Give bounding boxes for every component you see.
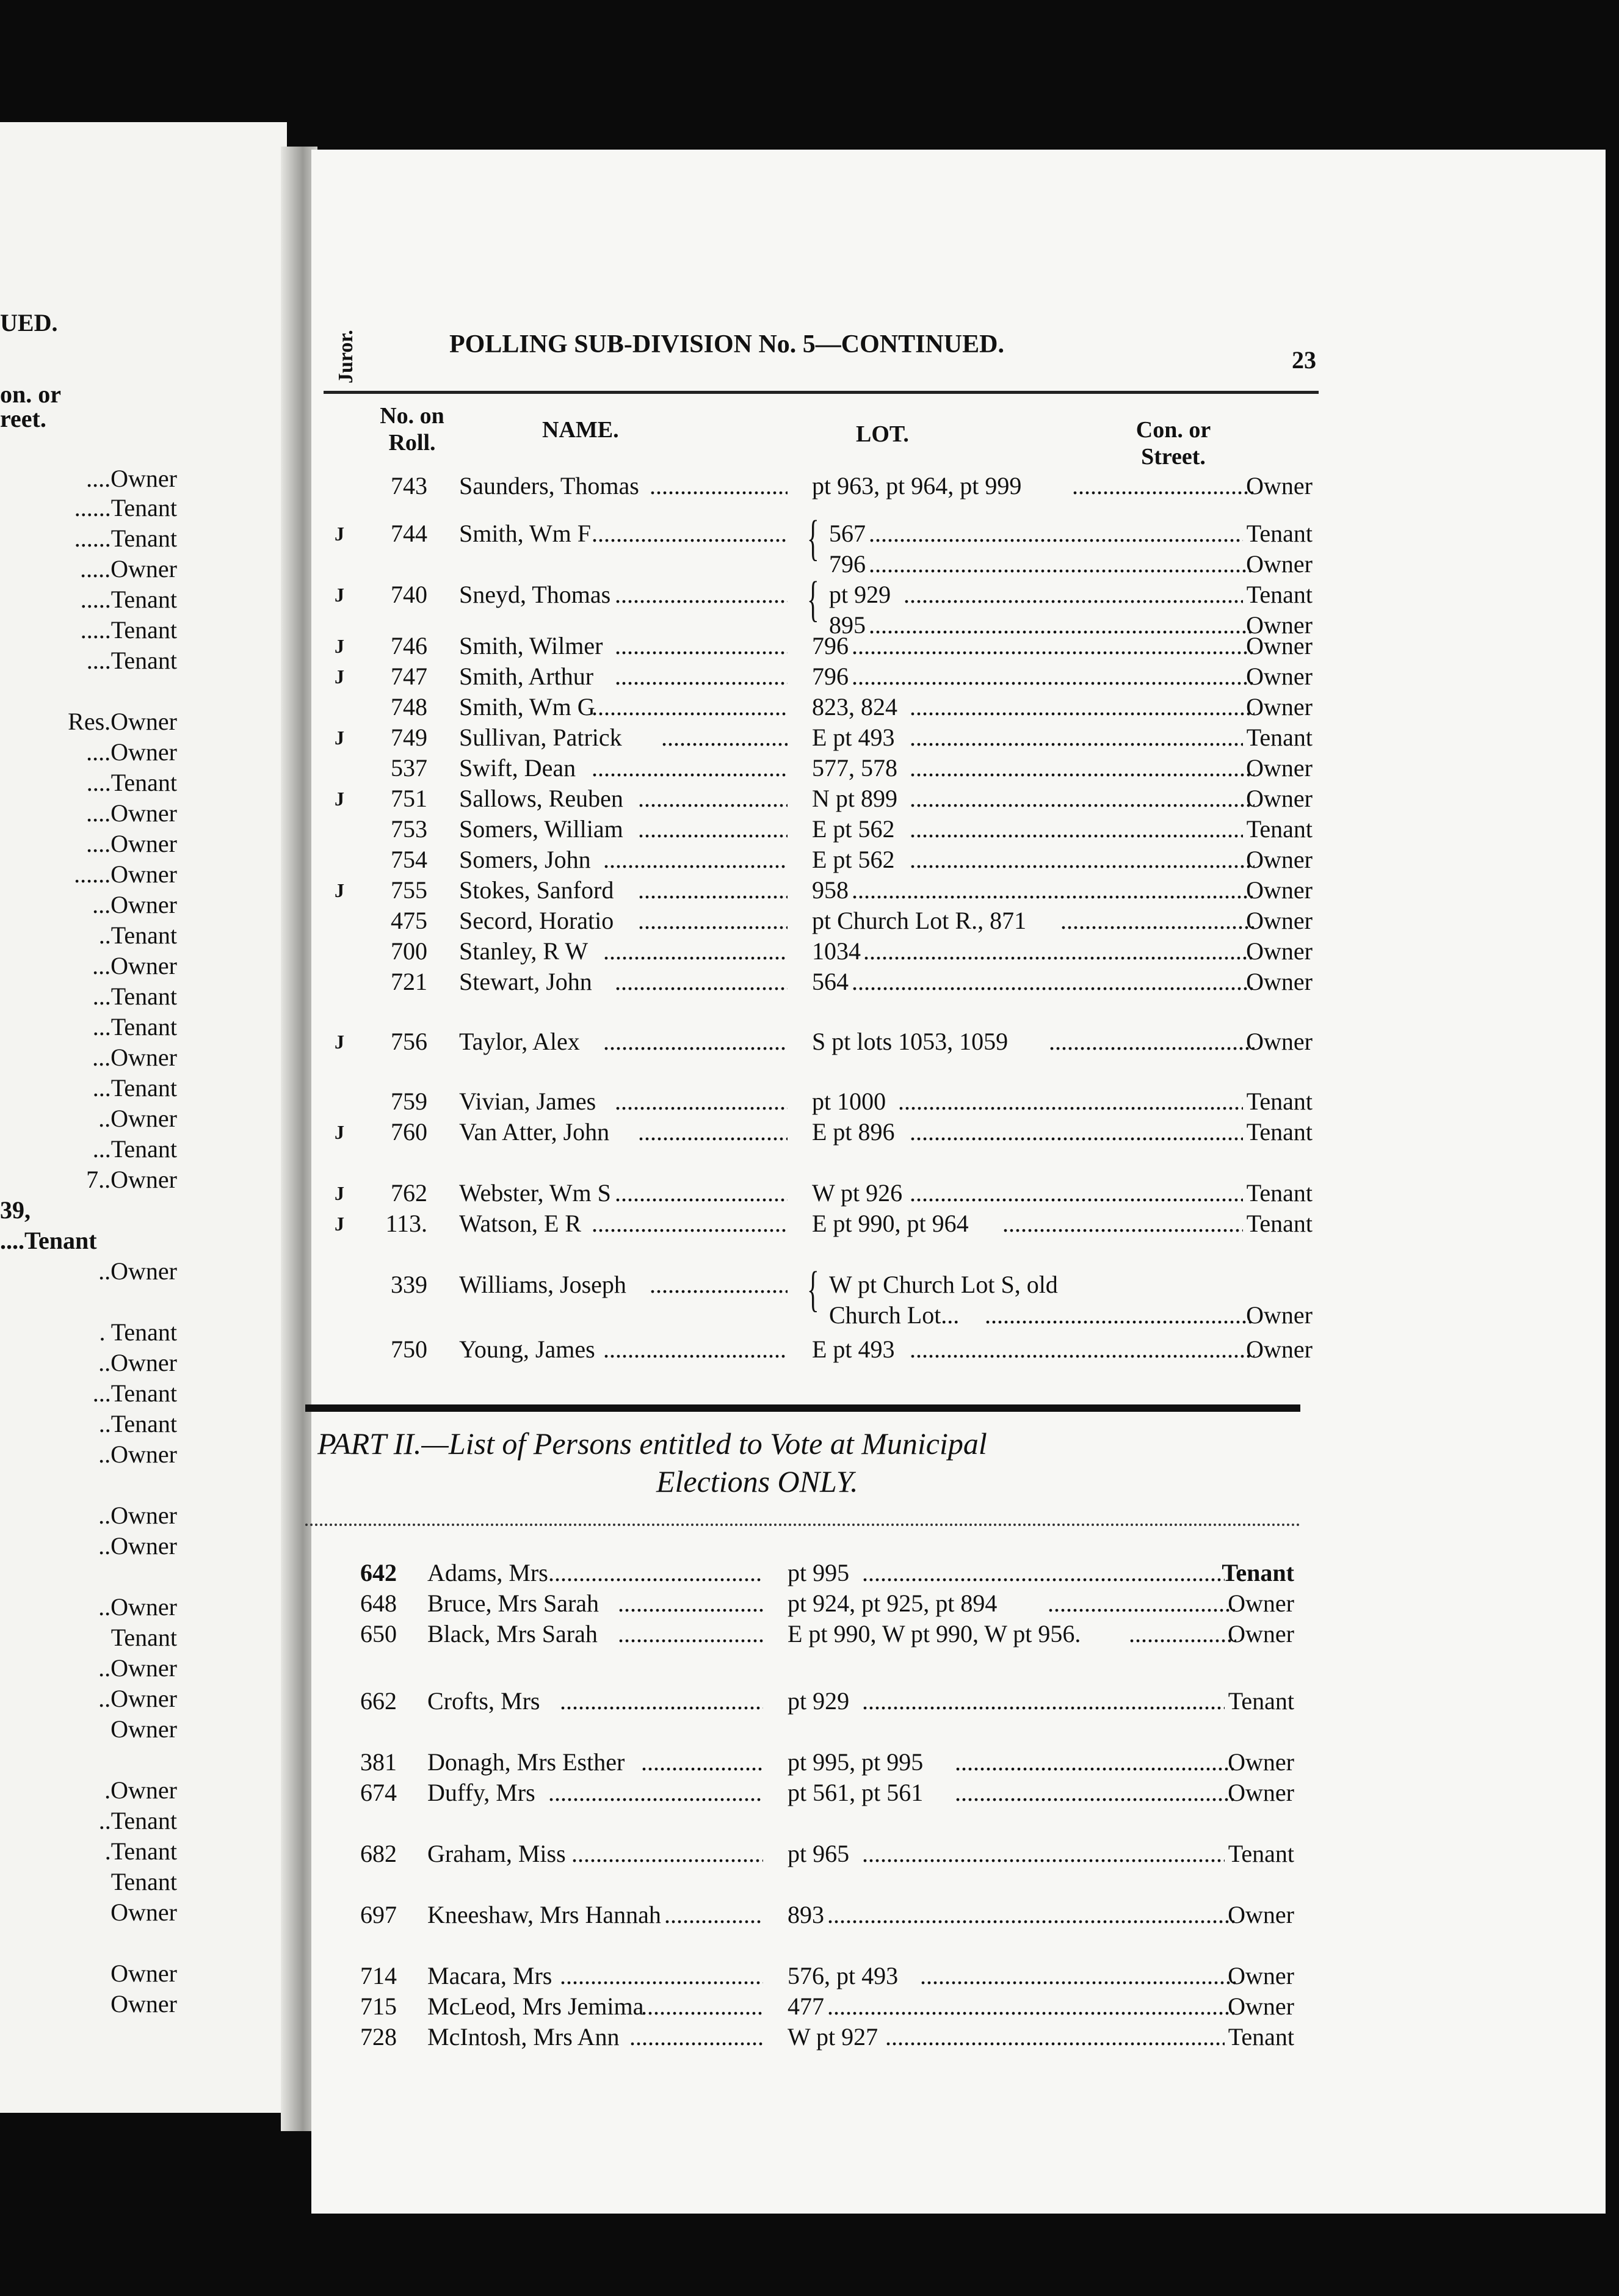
brace-symbol: { <box>807 571 819 627</box>
part2-title-line2: Elections ONLY. <box>656 1464 858 1499</box>
tenure-status: Owner <box>1246 632 1313 659</box>
juror-mark: J <box>335 666 344 688</box>
column-header-name: NAME. <box>542 417 619 443</box>
dot-leader <box>638 1117 788 1146</box>
juror-mark: J <box>335 1182 344 1204</box>
left-page-entry: ....Tenant <box>86 647 177 674</box>
left-page-entry: ..Owner <box>98 1440 177 1468</box>
brace-symbol: { <box>807 1261 819 1317</box>
dot-leader <box>615 662 788 691</box>
dot-leader <box>1049 1027 1255 1056</box>
roll-number: 697 <box>360 1901 397 1928</box>
left-page-entry: ..Tenant <box>98 1807 177 1834</box>
lot-description: 576, pt 493 <box>788 1962 899 1989</box>
dot-leader <box>1048 1589 1236 1618</box>
juror-mark: J <box>335 584 344 606</box>
roll-number: 381 <box>360 1748 397 1776</box>
lot-description: 958 <box>812 876 849 904</box>
dot-leader <box>650 471 788 500</box>
left-page-entry: ...Tenant <box>92 1074 177 1102</box>
lot-description: pt 965 <box>788 1840 850 1867</box>
roll-number: 756 <box>391 1028 427 1055</box>
left-page-entry: . Tenant <box>99 1318 177 1346</box>
lot-description: 796 <box>812 632 849 659</box>
tenure-status: Owner <box>1228 1901 1294 1928</box>
roll-number: 714 <box>360 1962 397 1989</box>
juror-mark: J <box>335 1031 344 1053</box>
dot-leader <box>571 1839 763 1868</box>
left-header-fragment: UED. <box>0 309 58 336</box>
left-page-entry: ....Tenant <box>86 769 177 796</box>
lot-description: 567 <box>829 520 866 547</box>
dot-leader <box>641 1748 763 1776</box>
left-page-entry: ......Tenant <box>74 525 177 552</box>
voter-name: Saunders, Thomas <box>459 472 639 500</box>
dot-leader <box>618 1619 763 1648</box>
dot-leader <box>955 1778 1236 1807</box>
voter-name: Bruce, Mrs Sarah <box>427 1589 599 1617</box>
dot-leader <box>560 1961 763 1990</box>
left-page-entry: ....Owner <box>86 799 177 827</box>
dot-leader <box>910 1117 1243 1146</box>
tenure-status: Owner <box>1246 611 1313 639</box>
dot-leader <box>615 631 788 660</box>
tenure-status: Owner <box>1246 1028 1313 1055</box>
dot-leader <box>615 1179 788 1207</box>
dot-leader <box>955 1748 1236 1776</box>
left-col-header: reet. <box>0 405 46 432</box>
lot-description: pt 561, pt 561 <box>788 1779 924 1806</box>
tenure-status: Owner <box>1228 1993 1294 2020</box>
left-page-entry: Owner <box>110 1960 177 1987</box>
tenure-status: Owner <box>1246 846 1313 873</box>
dot-leader <box>885 2022 1225 2051</box>
left-col-header: on. or <box>0 380 61 408</box>
voter-name: Crofts, Mrs <box>427 1687 540 1715</box>
tenure-status: Tenant <box>1222 1559 1294 1586</box>
roll-number: 746 <box>391 632 427 659</box>
lot-description: E pt 493 <box>812 724 895 751</box>
tenure-status: Owner <box>1246 907 1313 934</box>
roll-number: 740 <box>391 581 427 608</box>
dot-leader <box>592 754 788 782</box>
tenure-status: Owner <box>1246 472 1313 500</box>
dot-leader <box>869 550 1255 578</box>
tenure-status: Owner <box>1246 876 1313 904</box>
tenure-status: Owner <box>1246 754 1313 782</box>
left-page-entry: ..Owner <box>98 1654 177 1682</box>
left-page-entry: ..Tenant <box>98 1410 177 1437</box>
roll-number: 744 <box>391 520 427 547</box>
column-header-lot: LOT. <box>856 421 909 447</box>
dot-leader <box>827 1992 1236 2021</box>
roll-number: 475 <box>391 907 427 934</box>
dot-leader <box>615 580 788 609</box>
lot-description: pt 995, pt 995 <box>788 1748 924 1776</box>
lot-description: pt 929 <box>788 1687 850 1715</box>
page-number: 23 <box>1292 346 1316 374</box>
header-rule <box>324 391 1319 394</box>
dot-leader <box>1002 1209 1243 1238</box>
left-page-entry: ....Owner <box>86 465 177 492</box>
voter-name: Stewart, John <box>459 968 592 995</box>
lot-description: 477 <box>788 1993 824 2020</box>
left-page-entry: ....Owner <box>86 830 177 857</box>
tenure-status: Owner <box>1246 1301 1313 1329</box>
lot-description: E pt 990, W pt 990, W pt 956. <box>788 1620 1081 1648</box>
dot-leader <box>827 1900 1236 1929</box>
voter-name: Macara, Mrs <box>427 1962 552 1989</box>
voter-name: Stokes, Sanford <box>459 876 614 904</box>
tenure-status: Owner <box>1246 937 1313 965</box>
roll-number: 537 <box>391 754 427 782</box>
left-page-entry: ...Tenant <box>92 983 177 1010</box>
voter-name: Donagh, Mrs Esther <box>427 1748 625 1776</box>
tenure-status: Owner <box>1246 1335 1313 1363</box>
tenure-status: Owner <box>1246 693 1313 721</box>
roll-number: 754 <box>391 846 427 873</box>
juror-mark: J <box>335 1213 344 1235</box>
dot-leader <box>852 662 1255 691</box>
roll-number: 750 <box>391 1335 427 1363</box>
dot-leader <box>985 1301 1255 1329</box>
lot-description: S pt lots 1053, 1059 <box>812 1028 1009 1055</box>
voter-name: Black, Mrs Sarah <box>427 1620 598 1648</box>
voter-name: Swift, Dean <box>459 754 576 782</box>
left-page-entry: .....Tenant <box>80 586 177 613</box>
lot-description: 577, 578 <box>812 754 897 782</box>
left-page-entry: Owner <box>110 1990 177 2018</box>
left-page-entry: ......Owner <box>74 860 177 888</box>
left-page-entry: .Owner <box>104 1776 177 1804</box>
dot-leader <box>638 876 788 904</box>
dot-leader <box>862 1839 1225 1868</box>
left-page-entry: .....Owner <box>80 555 177 583</box>
dot-leader <box>1060 906 1255 935</box>
left-page-entry: ...Owner <box>92 891 177 918</box>
dot-leader <box>592 692 788 721</box>
tenure-status: Tenant <box>1246 724 1313 751</box>
lot-description: E pt 493 <box>812 1335 895 1363</box>
dot-leader <box>910 723 1243 752</box>
voter-name: Smith, Wilmer <box>459 632 603 659</box>
lot-description: pt 963, pt 964, pt 999 <box>812 472 1022 500</box>
left-page-entry: ......Tenant <box>74 494 177 521</box>
tenure-status: Tenant <box>1228 1687 1294 1715</box>
tenure-status: Tenant <box>1228 1840 1294 1867</box>
left-page-entry: ..Owner <box>98 1105 177 1132</box>
dot-leader <box>618 1589 763 1618</box>
lot-description: W pt Church Lot S, old <box>829 1271 1058 1298</box>
dot-leader <box>603 845 788 874</box>
column-header-status: Con. or Street. <box>1135 417 1211 470</box>
lot-description: W pt 927 <box>788 2023 878 2051</box>
dot-leader <box>1129 1619 1236 1648</box>
dot-leader <box>629 2022 763 2051</box>
voter-name: Sullivan, Patrick <box>459 724 622 751</box>
tenure-status: Owner <box>1228 1779 1294 1806</box>
tenure-status: Tenant <box>1246 815 1313 843</box>
dot-leader <box>548 1778 763 1807</box>
tenure-status: Owner <box>1228 1589 1294 1617</box>
left-page-entry: Owner <box>110 1715 177 1743</box>
lot-description: E pt 896 <box>812 1118 895 1146</box>
dot-leader <box>560 1687 763 1715</box>
dot-leader <box>641 1992 763 2021</box>
left-page-entry: ..Tenant <box>98 921 177 949</box>
tenure-status: Owner <box>1246 663 1313 690</box>
roll-number: 113. <box>385 1210 427 1237</box>
voter-name: Watson, E R <box>459 1210 582 1237</box>
roll-number: 674 <box>360 1779 397 1806</box>
section-divider <box>305 1404 1300 1412</box>
roll-number: 662 <box>360 1687 397 1715</box>
roll-number: 762 <box>391 1179 427 1207</box>
dot-leader <box>615 967 788 996</box>
voter-name: Kneeshaw, Mrs Hannah <box>427 1901 661 1928</box>
voter-name: Duffy, Mrs <box>427 1779 535 1806</box>
part2-title-line1: PART II.—List of Persons entitled to Vote at Municipal <box>317 1426 987 1461</box>
tenure-status: Owner <box>1246 968 1313 995</box>
juror-mark: J <box>335 635 344 657</box>
roll-number: 700 <box>391 937 427 965</box>
voter-name: Somers, John <box>459 846 591 873</box>
voter-name: Adams, Mrs <box>427 1559 548 1586</box>
column-header-roll: No. on Roll. <box>380 403 444 456</box>
voter-name: Van Atter, John <box>459 1118 610 1146</box>
voter-name: Vivian, James <box>459 1088 596 1115</box>
dot-leader <box>852 876 1255 904</box>
voter-name: Williams, Joseph <box>459 1271 626 1298</box>
left-page-entry: ..Owner <box>98 1349 177 1376</box>
roll-number: 755 <box>391 876 427 904</box>
left-page-entry: Res.Owner <box>68 708 177 735</box>
tenure-status: Tenant <box>1246 520 1313 547</box>
dot-leader <box>863 937 1255 965</box>
roll-number: 743 <box>391 472 427 500</box>
tenure-status: Tenant <box>1246 1118 1313 1146</box>
lot-description: E pt 562 <box>812 846 895 873</box>
dot-leader <box>852 631 1255 660</box>
voter-name: Sneyd, Thomas <box>459 581 611 608</box>
left-page-entry: 39, <box>0 1196 31 1224</box>
dot-leader <box>603 937 788 965</box>
roll-number: 749 <box>391 724 427 751</box>
voter-name: McIntosh, Mrs Ann <box>427 2023 620 2051</box>
roll-number: 753 <box>391 815 427 843</box>
left-page-entry: ...Tenant <box>92 1013 177 1041</box>
lot-description: pt 995 <box>788 1559 850 1586</box>
lot-description: 796 <box>829 550 866 578</box>
lot-description: 895 <box>829 611 866 639</box>
dot-leader <box>869 519 1243 548</box>
left-page-entry: ..Owner <box>98 1593 177 1621</box>
tenure-status: Tenant <box>1246 1210 1313 1237</box>
roll-number: 760 <box>391 1118 427 1146</box>
left-page-entry: ...Tenant <box>92 1135 177 1163</box>
left-page-entry: Owner <box>110 1898 177 1926</box>
dot-leader <box>910 784 1255 813</box>
column-header-juror: Juror. <box>335 330 357 383</box>
roll-number: 339 <box>391 1271 427 1298</box>
voter-name: Graham, Miss <box>427 1840 566 1867</box>
lot-description: pt 929 <box>829 581 891 608</box>
dot-leader <box>592 1209 788 1238</box>
tenure-status: Owner <box>1246 550 1313 578</box>
tenure-status: Tenant <box>1246 1088 1313 1115</box>
lot-description: pt 1000 <box>812 1088 886 1115</box>
dot-leader <box>862 1558 1225 1587</box>
tenure-status: Owner <box>1228 1748 1294 1776</box>
roll-number: 748 <box>391 693 427 721</box>
left-page-entry: .Tenant <box>104 1837 177 1865</box>
left-page-entry: ...Owner <box>92 952 177 979</box>
voter-name: Somers, William <box>459 815 623 843</box>
roll-number: 650 <box>360 1620 397 1648</box>
left-page-entry: ..Owner <box>98 1257 177 1285</box>
left-page-entry: .....Tenant <box>80 616 177 644</box>
dot-leader <box>920 1961 1236 1990</box>
lot-description: pt Church Lot R., 871 <box>812 907 1027 934</box>
dot-leader <box>548 1558 763 1587</box>
lot-description: E pt 562 <box>812 815 895 843</box>
tenure-status: Tenant <box>1228 2023 1294 2051</box>
juror-mark: J <box>335 879 344 901</box>
roll-number: 751 <box>391 785 427 812</box>
voter-name: Smith, Wm F <box>459 520 591 547</box>
roll-number: 682 <box>360 1840 397 1867</box>
left-page-entry: ...Tenant <box>92 1379 177 1407</box>
left-page-entry: ..Owner <box>98 1502 177 1529</box>
brace-symbol: { <box>807 510 819 565</box>
voter-name: Stanley, R W <box>459 937 589 965</box>
lot-description: pt 924, pt 925, pt 894 <box>788 1589 998 1617</box>
left-page-entry: Tenant <box>110 1624 177 1651</box>
page-title: POLLING SUB-DIVISION No. 5—CONTINUED. <box>449 330 1004 358</box>
lot-description: E pt 990, pt 964 <box>812 1210 969 1237</box>
voter-name: Young, James <box>459 1335 595 1363</box>
voter-name: Sallows, Reuben <box>459 785 623 812</box>
left-page-entry: ..Owner <box>98 1685 177 1712</box>
roll-number: 747 <box>391 663 427 690</box>
tenure-status: Owner <box>1228 1620 1294 1648</box>
roll-number: 759 <box>391 1088 427 1115</box>
tenure-status: Tenant <box>1246 581 1313 608</box>
roll-number: 715 <box>360 1993 397 2020</box>
dot-leader <box>650 1270 788 1299</box>
lot-description: W pt 926 <box>812 1179 903 1207</box>
voter-name: Smith, Wm G <box>459 693 595 721</box>
voter-name: Secord, Horatio <box>459 907 614 934</box>
dot-leader <box>910 754 1255 782</box>
dot-leader <box>661 723 788 752</box>
dot-leader <box>638 784 788 813</box>
left-page-entry: ..Owner <box>98 1532 177 1560</box>
dot-leader <box>910 845 1255 874</box>
tenure-status: Tenant <box>1246 1179 1313 1207</box>
juror-mark: J <box>335 727 344 749</box>
dot-leader <box>603 1335 788 1364</box>
tenure-status: Owner <box>1246 785 1313 812</box>
dot-leader <box>1072 471 1255 500</box>
roll-number: 728 <box>360 2023 397 2051</box>
dot-leader <box>664 1900 763 1929</box>
dot-leader <box>898 1087 1243 1116</box>
voter-name: McLeod, Mrs Jemima <box>427 1993 644 2020</box>
dot-leader <box>910 1179 1243 1207</box>
dot-leader <box>904 580 1243 609</box>
left-page-entry: ....Owner <box>86 738 177 766</box>
left-page-entry: Tenant <box>110 1868 177 1895</box>
juror-mark: J <box>335 788 344 810</box>
roll-number: 642 <box>360 1559 397 1586</box>
roll-number: 721 <box>391 968 427 995</box>
left-page-entry: 7..Owner <box>86 1166 177 1193</box>
dot-leader <box>592 519 788 548</box>
dot-leader <box>638 906 788 935</box>
roll-number: 648 <box>360 1589 397 1617</box>
dot-leader <box>910 692 1255 721</box>
lot-description: 796 <box>812 663 849 690</box>
dot-leader <box>910 1335 1255 1364</box>
dot-leader <box>638 815 788 843</box>
left-page-entry: ...Owner <box>92 1044 177 1071</box>
lot-description: Church Lot... <box>829 1301 960 1329</box>
lot-description: 893 <box>788 1901 824 1928</box>
part2-rule <box>305 1524 1300 1526</box>
dot-leader <box>910 815 1243 843</box>
voter-name: Taylor, Alex <box>459 1028 580 1055</box>
dot-leader <box>615 1087 788 1116</box>
dot-leader <box>603 1027 788 1056</box>
lot-description: 1034 <box>812 937 861 965</box>
dot-leader <box>862 1687 1225 1715</box>
juror-mark: J <box>335 1121 344 1143</box>
lot-description: 564 <box>812 968 849 995</box>
left-page-entry: ....Tenant <box>0 1227 97 1254</box>
dot-leader <box>852 967 1255 996</box>
juror-mark: J <box>335 523 344 545</box>
lot-description: N pt 899 <box>812 785 897 812</box>
voter-name: Webster, Wm S <box>459 1179 611 1207</box>
tenure-status: Owner <box>1228 1962 1294 1989</box>
voter-name: Smith, Arthur <box>459 663 594 690</box>
lot-description: 823, 824 <box>812 693 897 721</box>
